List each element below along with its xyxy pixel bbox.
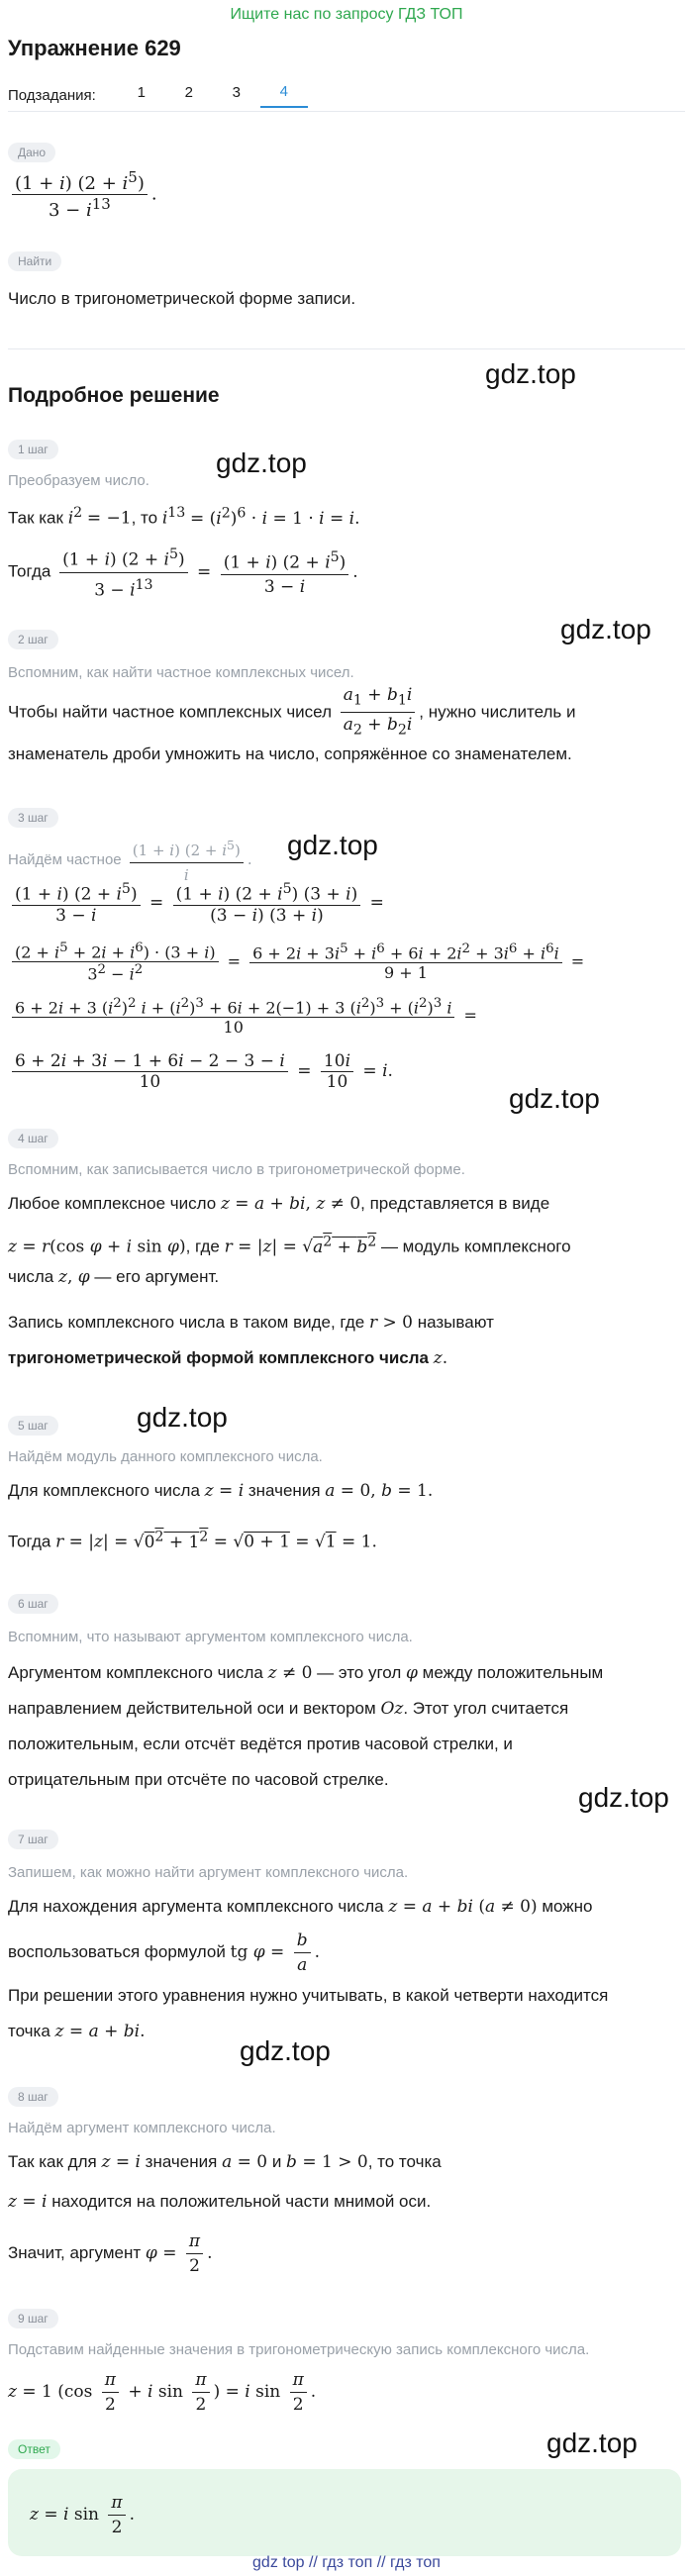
step-4-badge: 4 шаг (8, 1129, 58, 1148)
tab-2[interactable]: 2 (184, 84, 193, 101)
subtasks-label: Подзадания: (8, 87, 96, 104)
step-5-hint: Найдём модуль данного комплексного числа. (8, 1448, 323, 1465)
step-3-eq-1: $\frac{(1 + i) (2 + i^5)}{3 - i}$ = $\frac{(1 + i) (2 + i^5) (3 + i)}{(3 - i) (3 + i)}$ = (8, 881, 384, 926)
step-4-hint: Вспомним, как записывается число в тригонометрической форме. (8, 1161, 465, 1178)
step-7-badge: 7 шаг (8, 1830, 58, 1849)
step-8-badge: 8 шаг (8, 2087, 58, 2107)
step-4-line-3: числа z, φ — его аргумент. (8, 1267, 220, 1287)
watermark: gdz.top (509, 1083, 600, 1114)
step-1-hint: Преобразуем число. (8, 472, 149, 489)
step-4-line-4: Запись комплексного числа в таком виде, где r > 0 называют (8, 1313, 494, 1333)
tab-4[interactable]: 4 (260, 83, 308, 108)
given-expression: $\frac{(1 + i) (2 + i^5)}{3 - i^{13}}$ . (8, 168, 157, 221)
footer-links[interactable]: gdz top // гдз топ // гдз топ (252, 2554, 441, 2571)
watermark: gdz.top (216, 447, 307, 478)
step-4-line-2: z = r(cos φ + i sin φ), где $r = |z| = √a^2 + b^2$ — модуль комплексного (8, 1234, 571, 1257)
step-7-line-1: Для нахождения аргумента комплексного числа z = a + bi (a ≠ 0) можно (8, 1897, 593, 1917)
step-4-line-5: тригонометрической формой комплексного числа z. (8, 1348, 448, 1368)
watermark: gdz.top (485, 358, 576, 389)
step-8-line-2: z = i находится на положительной части мнимой оси. (8, 2192, 432, 2212)
watermark: gdz.top (287, 830, 378, 860)
answer-text: z = i sin $\frac{\pi}{2}$ . (30, 2493, 135, 2537)
step-4-line-1: Любое комплексное число z = a + bi, z ≠ 0, представляется в виде (8, 1194, 550, 1214)
solution-title: Подробное решение (8, 384, 220, 407)
step-1-badge: 1 шаг (8, 440, 58, 459)
step-8-line-3: Значит, аргумент φ = $\frac{\pi}{2}$ . (8, 2231, 213, 2276)
step-8-hint: Найдём аргумент комплексного числа. (8, 2120, 276, 2136)
tab-3[interactable]: 3 (232, 84, 241, 101)
step-5-line-1: Для комплексного числа z = i значения a = 0, b = 1. (8, 1481, 434, 1501)
step-5-line-2: Тогда $r = |z| = √0^2 + 1^2 = √0 + 1 = √1 = 1$. (8, 1529, 377, 1552)
step-3-eq-2: $\frac{(2 + i^5 + 2i + i^6) \cdot (3 + i)}{3^2 - i^2}$ = $\frac{6 + 2i + 3i^5 + i^6 + 6i + 2i^2 + 3i^6 + i^6i}{9 + 1}$ = (8, 941, 584, 984)
find-text: Число в тригонометрической форме записи. (8, 289, 356, 308)
divider (8, 111, 685, 112)
step-3-hint: Найдём частное $\frac{(1 + i) (2 + i^5)}{i}$ . (8, 834, 685, 887)
top-banner[interactable]: Ищите нас по запросу ГДЗ ТОП (230, 6, 463, 23)
step-3-eq-4: $\frac{6 + 2i + 3i - 1 + 6i - 2 - 3 - i}{10}$ = $\frac{10i}{10}$ = i. (8, 1051, 393, 1092)
step-3-eq-3: $\frac{6 + 2i + 3 (i^2)^2 i + (i^2)^3 + 6i + 2(-1) + 3 (i^2)^3 + (i^2)^3 i}{10}$ = (8, 996, 477, 1037)
step-6-line-4: отрицательным при отсчёте по часовой стрелке. (8, 1770, 389, 1789)
step-1-line-2: Тогда $\frac{(1 + i) (2 + i^5)}{3 - i^{13}}$ = $\frac{(1 + i) (2 + i^5)}{3 - i}$ . (8, 543, 685, 602)
step-6-line-2: направлением действительной оси и вектором Oz. Этот угол считается (8, 1699, 569, 1719)
step-1-line-1: Так как $i^2 = -1$, то $i^{13} = (i^2)^6 \cdot i = 1 \cdot i = i$. (8, 505, 360, 529)
step-6-badge: 6 шаг (8, 1594, 58, 1614)
step-6-line-3: положительным, если отсчёт ведётся против часовой стрелки, и (8, 1734, 513, 1753)
watermark: gdz.top (560, 614, 651, 644)
step-9-line-1: z = 1 (cos $\frac{\pi}{2}$ + i sin $\frac{\pi}{2}$ ) = i sin $\frac{\pi}{2}$ . (8, 2370, 317, 2415)
watermark: gdz.top (240, 2035, 331, 2066)
step-7-hint: Запишем, как можно найти аргумент комплексного числа. (8, 1864, 409, 1881)
given-badge: Дано (8, 143, 55, 162)
step-9-hint: Подставим найденные значения в тригонометрическую запись комплексного числа. (8, 2341, 590, 2358)
step-5-badge: 5 шаг (8, 1416, 58, 1436)
step-6-hint: Вспомним, что называют аргументом комплексного числа. (8, 1629, 413, 1645)
step-2-hint: Вспомним, как найти частное комплексных чисел. (8, 664, 354, 681)
tab-1[interactable]: 1 (137, 84, 146, 101)
find-badge: Найти (8, 251, 61, 271)
subtask-tabs (8, 83, 308, 108)
step-7-line-2: воспользоваться формулой tg φ = $\frac{b}{a}$ . (8, 1931, 320, 1975)
watermark: gdz.top (137, 1402, 228, 1433)
step-7-line-4: точка z = a + bi. (8, 2022, 146, 2041)
step-6-line-1: Аргументом комплексного числа z ≠ 0 — это угол φ между положительным (8, 1663, 604, 1683)
watermark: gdz.top (578, 1782, 669, 1813)
step-2-badge: 2 шаг (8, 630, 58, 649)
watermark: gdz.top (546, 2427, 638, 2458)
step-2-line-1: Чтобы найти частное комплексных чисел $\frac{a_1 + b_1i}{a_2 + b_2i}$ , нужно числитель и (8, 685, 576, 739)
step-9-badge: 9 шаг (8, 2309, 58, 2328)
step-3-badge: 3 шаг (8, 808, 58, 828)
divider (8, 348, 685, 349)
answer-badge: Ответ (8, 2439, 60, 2459)
step-2-line-2: знаменатель дроби умножить на число, сопряжённое со знаменателем. (8, 744, 572, 763)
step-8-line-1: Так как для z = i значения a = 0 и b = 1 > 0, то точка (8, 2152, 442, 2172)
page-title: Упражнение 629 (8, 36, 181, 60)
step-7-line-3: При решении этого уравнения нужно учитывать, в какой четверти находится (8, 1986, 609, 2005)
